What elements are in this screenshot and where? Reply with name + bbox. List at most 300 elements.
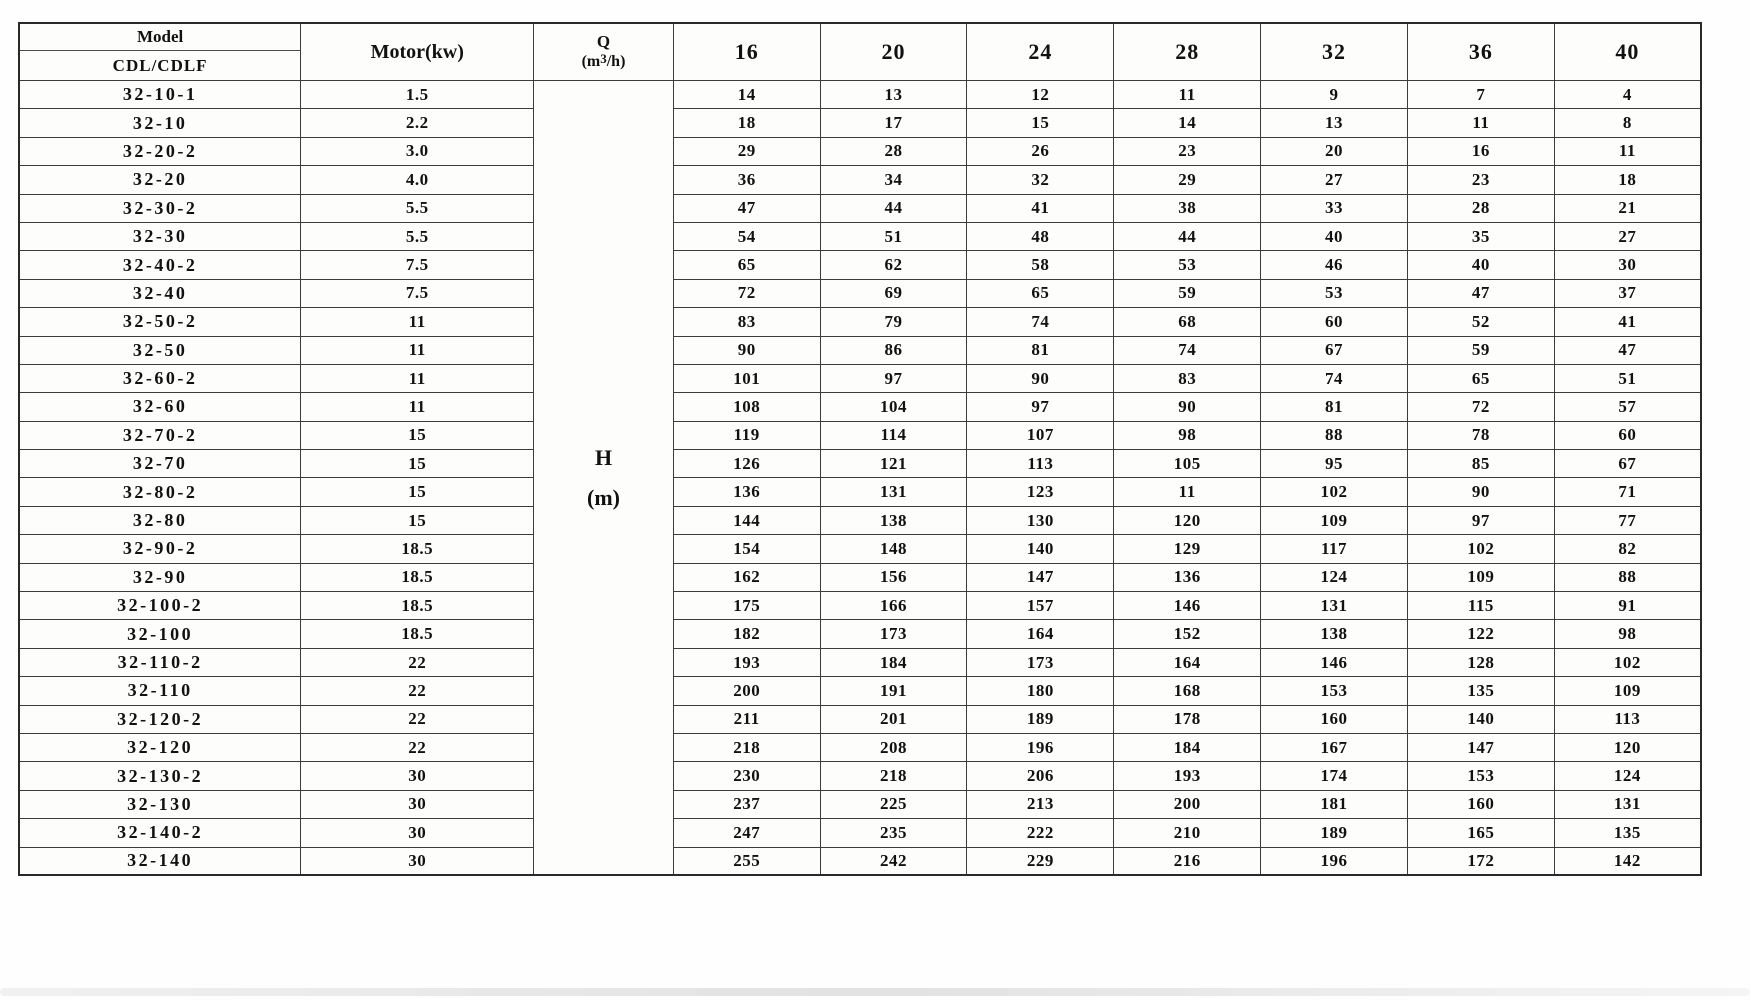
head-value-cell: 160 bbox=[1261, 705, 1408, 733]
table-row bbox=[19, 421, 1701, 449]
head-value-cell: 27 bbox=[1261, 166, 1408, 194]
head-value-cell: 74 bbox=[1261, 364, 1408, 392]
motor-cell: 4.0 bbox=[301, 166, 534, 194]
head-value-cell: 120 bbox=[1554, 733, 1701, 761]
head-value-cell: 109 bbox=[1407, 563, 1554, 591]
head-value-cell: 174 bbox=[1261, 762, 1408, 790]
head-value-cell: 46 bbox=[1261, 251, 1408, 279]
head-value-cell: 101 bbox=[673, 364, 820, 392]
head-value-cell: 65 bbox=[673, 251, 820, 279]
model-cell: 32-100-2 bbox=[19, 592, 301, 620]
head-value-cell: 78 bbox=[1407, 421, 1554, 449]
head-value-cell: 128 bbox=[1407, 648, 1554, 676]
table-row bbox=[19, 194, 1701, 222]
head-value-cell: 230 bbox=[673, 762, 820, 790]
head-value-cell: 74 bbox=[967, 308, 1114, 336]
head-value-cell: 109 bbox=[1261, 506, 1408, 534]
table-row bbox=[19, 81, 1701, 109]
head-value-cell: 102 bbox=[1554, 648, 1701, 676]
motor-column-header: Motor(kw) bbox=[301, 23, 534, 81]
head-value-cell: 51 bbox=[1554, 364, 1701, 392]
head-value-cell: 162 bbox=[673, 563, 820, 591]
head-value-cell: 59 bbox=[1114, 279, 1261, 307]
model-cell: 32-50-2 bbox=[19, 308, 301, 336]
head-value-cell: 72 bbox=[1407, 393, 1554, 421]
head-value-cell: 62 bbox=[820, 251, 967, 279]
motor-cell: 22 bbox=[301, 648, 534, 676]
head-value-cell: 47 bbox=[1554, 336, 1701, 364]
model-cell: 32-80 bbox=[19, 506, 301, 534]
model-cell: 32-120 bbox=[19, 733, 301, 761]
head-value-cell: 90 bbox=[1114, 393, 1261, 421]
table-row bbox=[19, 478, 1701, 506]
head-value-cell: 95 bbox=[1261, 450, 1408, 478]
head-value-cell: 98 bbox=[1554, 620, 1701, 648]
pump-head-table bbox=[18, 22, 1702, 876]
head-value-cell: 160 bbox=[1407, 790, 1554, 818]
model-column-header bbox=[19, 23, 301, 81]
head-value-cell: 81 bbox=[967, 336, 1114, 364]
head-value-cell: 148 bbox=[820, 535, 967, 563]
flow-axis-header bbox=[534, 23, 674, 81]
model-cell: 32-120-2 bbox=[19, 705, 301, 733]
head-value-cell: 121 bbox=[820, 450, 967, 478]
motor-cell: 15 bbox=[301, 478, 534, 506]
head-value-cell: 184 bbox=[1114, 733, 1261, 761]
table-row bbox=[19, 620, 1701, 648]
table-row bbox=[19, 563, 1701, 591]
head-value-cell: 218 bbox=[673, 733, 820, 761]
head-value-cell: 74 bbox=[1114, 336, 1261, 364]
head-value-cell: 182 bbox=[673, 620, 820, 648]
table-row bbox=[19, 705, 1701, 733]
table-row bbox=[19, 677, 1701, 705]
head-value-cell: 206 bbox=[967, 762, 1114, 790]
head-value-cell: 47 bbox=[1407, 279, 1554, 307]
table-row bbox=[19, 648, 1701, 676]
head-value-cell: 130 bbox=[967, 506, 1114, 534]
flow-axis-symbol: Q bbox=[596, 32, 611, 51]
head-value-cell: 27 bbox=[1554, 222, 1701, 250]
head-value-cell: 83 bbox=[1114, 364, 1261, 392]
motor-cell: 1.5 bbox=[301, 81, 534, 109]
model-cell: 32-40 bbox=[19, 279, 301, 307]
head-value-cell: 41 bbox=[967, 194, 1114, 222]
table-row bbox=[19, 847, 1701, 875]
head-value-cell: 235 bbox=[820, 819, 967, 847]
head-value-cell: 14 bbox=[1114, 109, 1261, 137]
head-value-cell: 60 bbox=[1554, 421, 1701, 449]
model-cell: 32-130 bbox=[19, 790, 301, 818]
table-row bbox=[19, 336, 1701, 364]
model-cell: 32-30-2 bbox=[19, 194, 301, 222]
head-value-cell: 90 bbox=[673, 336, 820, 364]
head-value-cell: 164 bbox=[967, 620, 1114, 648]
head-value-cell: 135 bbox=[1407, 677, 1554, 705]
table-row bbox=[19, 109, 1701, 137]
head-value-cell: 216 bbox=[1114, 847, 1261, 875]
motor-cell: 18.5 bbox=[301, 620, 534, 648]
head-value-cell: 30 bbox=[1554, 251, 1701, 279]
head-value-cell: 37 bbox=[1554, 279, 1701, 307]
head-value-cell: 65 bbox=[967, 279, 1114, 307]
head-value-cell: 59 bbox=[1407, 336, 1554, 364]
head-value-cell: 175 bbox=[673, 592, 820, 620]
table-row bbox=[19, 450, 1701, 478]
head-value-cell: 98 bbox=[1114, 421, 1261, 449]
model-cell: 32-60 bbox=[19, 393, 301, 421]
table-row bbox=[19, 251, 1701, 279]
head-value-cell: 140 bbox=[967, 535, 1114, 563]
head-value-cell: 18 bbox=[1554, 166, 1701, 194]
head-value-cell: 210 bbox=[1114, 819, 1261, 847]
motor-cell: 18.5 bbox=[301, 535, 534, 563]
head-value-cell: 138 bbox=[1261, 620, 1408, 648]
motor-cell: 5.5 bbox=[301, 194, 534, 222]
head-axis-symbol: H bbox=[594, 444, 613, 470]
head-value-cell: 196 bbox=[1261, 847, 1408, 875]
head-value-cell: 191 bbox=[820, 677, 967, 705]
head-value-cell: 200 bbox=[673, 677, 820, 705]
model-cell: 32-80-2 bbox=[19, 478, 301, 506]
head-value-cell: 7 bbox=[1407, 81, 1554, 109]
table-row bbox=[19, 166, 1701, 194]
model-cell: 32-30 bbox=[19, 222, 301, 250]
model-cell: 32-110-2 bbox=[19, 648, 301, 676]
table-row bbox=[19, 592, 1701, 620]
table-row bbox=[19, 506, 1701, 534]
flow-column-header: 16 bbox=[673, 23, 820, 81]
table-row bbox=[19, 308, 1701, 336]
motor-cell: 11 bbox=[301, 308, 534, 336]
head-value-cell: 123 bbox=[967, 478, 1114, 506]
head-value-cell: 178 bbox=[1114, 705, 1261, 733]
head-value-cell: 23 bbox=[1407, 166, 1554, 194]
model-cell: 32-140-2 bbox=[19, 819, 301, 847]
head-axis-unit: (m) bbox=[587, 484, 620, 510]
model-cell: 32-140 bbox=[19, 847, 301, 875]
head-value-cell: 120 bbox=[1114, 506, 1261, 534]
head-value-cell: 20 bbox=[1261, 137, 1408, 165]
head-value-cell: 208 bbox=[820, 733, 967, 761]
head-value-cell: 146 bbox=[1114, 592, 1261, 620]
head-value-cell: 67 bbox=[1554, 450, 1701, 478]
head-value-cell: 131 bbox=[1261, 592, 1408, 620]
model-cell: 32-90 bbox=[19, 563, 301, 591]
head-value-cell: 77 bbox=[1554, 506, 1701, 534]
table-row bbox=[19, 137, 1701, 165]
head-value-cell: 51 bbox=[820, 222, 967, 250]
motor-cell: 30 bbox=[301, 762, 534, 790]
flow-column-header: 20 bbox=[820, 23, 967, 81]
head-value-cell: 38 bbox=[1114, 194, 1261, 222]
flow-axis-unit: (m3/h) bbox=[581, 51, 626, 70]
head-value-cell: 153 bbox=[1261, 677, 1408, 705]
head-value-cell: 41 bbox=[1554, 308, 1701, 336]
head-value-cell: 142 bbox=[1554, 847, 1701, 875]
head-value-cell: 33 bbox=[1261, 194, 1408, 222]
head-value-cell: 166 bbox=[820, 592, 967, 620]
head-value-cell: 135 bbox=[1554, 819, 1701, 847]
head-value-cell: 4 bbox=[1554, 81, 1701, 109]
head-value-cell: 138 bbox=[820, 506, 967, 534]
head-value-cell: 91 bbox=[1554, 592, 1701, 620]
head-value-cell: 156 bbox=[820, 563, 967, 591]
head-value-cell: 83 bbox=[673, 308, 820, 336]
head-value-cell: 67 bbox=[1261, 336, 1408, 364]
motor-cell: 7.5 bbox=[301, 251, 534, 279]
head-value-cell: 15 bbox=[967, 109, 1114, 137]
model-cell: 32-50 bbox=[19, 336, 301, 364]
head-value-cell: 26 bbox=[967, 137, 1114, 165]
head-value-cell: 40 bbox=[1261, 222, 1408, 250]
model-cell: 32-20 bbox=[19, 166, 301, 194]
head-value-cell: 16 bbox=[1407, 137, 1554, 165]
motor-cell: 11 bbox=[301, 336, 534, 364]
head-value-cell: 180 bbox=[967, 677, 1114, 705]
head-value-cell: 28 bbox=[820, 137, 967, 165]
motor-cell: 7.5 bbox=[301, 279, 534, 307]
motor-cell: 30 bbox=[301, 790, 534, 818]
head-value-cell: 14 bbox=[673, 81, 820, 109]
table-row bbox=[19, 819, 1701, 847]
model-cell: 32-130-2 bbox=[19, 762, 301, 790]
head-value-cell: 18 bbox=[673, 109, 820, 137]
motor-cell: 15 bbox=[301, 450, 534, 478]
head-value-cell: 11 bbox=[1114, 478, 1261, 506]
table-row bbox=[19, 790, 1701, 818]
head-value-cell: 81 bbox=[1261, 393, 1408, 421]
model-cell: 32-110 bbox=[19, 677, 301, 705]
head-value-cell: 47 bbox=[673, 194, 820, 222]
model-cell: 32-60-2 bbox=[19, 364, 301, 392]
head-value-cell: 115 bbox=[1407, 592, 1554, 620]
motor-cell: 15 bbox=[301, 506, 534, 534]
head-value-cell: 152 bbox=[1114, 620, 1261, 648]
head-value-cell: 102 bbox=[1407, 535, 1554, 563]
head-value-cell: 181 bbox=[1261, 790, 1408, 818]
head-value-cell: 119 bbox=[673, 421, 820, 449]
head-value-cell: 164 bbox=[1114, 648, 1261, 676]
model-header-subtitle: CDL/CDLF bbox=[112, 56, 208, 75]
head-value-cell: 222 bbox=[967, 819, 1114, 847]
head-value-cell: 54 bbox=[673, 222, 820, 250]
motor-cell: 18.5 bbox=[301, 592, 534, 620]
head-value-cell: 193 bbox=[1114, 762, 1261, 790]
head-value-cell: 9 bbox=[1261, 81, 1408, 109]
motor-cell: 22 bbox=[301, 705, 534, 733]
head-value-cell: 11 bbox=[1407, 109, 1554, 137]
head-value-cell: 12 bbox=[967, 81, 1114, 109]
motor-cell: 11 bbox=[301, 364, 534, 392]
head-value-cell: 52 bbox=[1407, 308, 1554, 336]
head-value-cell: 146 bbox=[1261, 648, 1408, 676]
motor-cell: 30 bbox=[301, 847, 534, 875]
model-cell: 32-10 bbox=[19, 109, 301, 137]
head-value-cell: 40 bbox=[1407, 251, 1554, 279]
head-value-cell: 113 bbox=[967, 450, 1114, 478]
model-cell: 32-90-2 bbox=[19, 535, 301, 563]
head-value-cell: 11 bbox=[1554, 137, 1701, 165]
table-row bbox=[19, 364, 1701, 392]
head-value-cell: 184 bbox=[820, 648, 967, 676]
head-value-cell: 131 bbox=[820, 478, 967, 506]
head-value-cell: 68 bbox=[1114, 308, 1261, 336]
head-value-cell: 189 bbox=[1261, 819, 1408, 847]
head-value-cell: 229 bbox=[967, 847, 1114, 875]
head-value-cell: 247 bbox=[673, 819, 820, 847]
head-value-cell: 157 bbox=[967, 592, 1114, 620]
head-value-cell: 189 bbox=[967, 705, 1114, 733]
head-value-cell: 140 bbox=[1407, 705, 1554, 733]
head-value-cell: 129 bbox=[1114, 535, 1261, 563]
head-value-cell: 53 bbox=[1114, 251, 1261, 279]
head-value-cell: 29 bbox=[1114, 166, 1261, 194]
flow-column-header: 40 bbox=[1554, 23, 1701, 81]
motor-cell: 18.5 bbox=[301, 563, 534, 591]
head-value-cell: 154 bbox=[673, 535, 820, 563]
head-value-cell: 34 bbox=[820, 166, 967, 194]
head-value-cell: 172 bbox=[1407, 847, 1554, 875]
head-value-cell: 131 bbox=[1554, 790, 1701, 818]
header-row bbox=[19, 23, 1701, 81]
head-value-cell: 104 bbox=[820, 393, 967, 421]
head-value-cell: 85 bbox=[1407, 450, 1554, 478]
head-value-cell: 105 bbox=[1114, 450, 1261, 478]
flow-column-header: 36 bbox=[1407, 23, 1554, 81]
head-value-cell: 8 bbox=[1554, 109, 1701, 137]
head-value-cell: 136 bbox=[673, 478, 820, 506]
head-value-cell: 173 bbox=[967, 648, 1114, 676]
head-value-cell: 117 bbox=[1261, 535, 1408, 563]
head-value-cell: 32 bbox=[967, 166, 1114, 194]
head-value-cell: 82 bbox=[1554, 535, 1701, 563]
head-value-cell: 211 bbox=[673, 705, 820, 733]
flow-column-header: 32 bbox=[1261, 23, 1408, 81]
model-cell: 32-70 bbox=[19, 450, 301, 478]
head-axis-cell bbox=[534, 81, 674, 876]
head-value-cell: 237 bbox=[673, 790, 820, 818]
head-value-cell: 58 bbox=[967, 251, 1114, 279]
head-value-cell: 71 bbox=[1554, 478, 1701, 506]
head-value-cell: 79 bbox=[820, 308, 967, 336]
head-value-cell: 165 bbox=[1407, 819, 1554, 847]
head-value-cell: 102 bbox=[1261, 478, 1408, 506]
head-value-cell: 60 bbox=[1261, 308, 1408, 336]
motor-cell: 5.5 bbox=[301, 222, 534, 250]
head-value-cell: 21 bbox=[1554, 194, 1701, 222]
head-value-cell: 29 bbox=[673, 137, 820, 165]
head-value-cell: 57 bbox=[1554, 393, 1701, 421]
head-value-cell: 88 bbox=[1554, 563, 1701, 591]
head-value-cell: 109 bbox=[1554, 677, 1701, 705]
head-value-cell: 13 bbox=[820, 81, 967, 109]
head-value-cell: 200 bbox=[1114, 790, 1261, 818]
head-value-cell: 23 bbox=[1114, 137, 1261, 165]
head-value-cell: 136 bbox=[1114, 563, 1261, 591]
table-row bbox=[19, 762, 1701, 790]
head-value-cell: 218 bbox=[820, 762, 967, 790]
head-value-cell: 90 bbox=[967, 364, 1114, 392]
head-value-cell: 97 bbox=[820, 364, 967, 392]
model-header-title: Model bbox=[20, 24, 300, 51]
table-row bbox=[19, 393, 1701, 421]
head-value-cell: 11 bbox=[1114, 81, 1261, 109]
motor-cell: 22 bbox=[301, 677, 534, 705]
head-value-cell: 44 bbox=[820, 194, 967, 222]
head-value-cell: 225 bbox=[820, 790, 967, 818]
head-value-cell: 126 bbox=[673, 450, 820, 478]
head-value-cell: 201 bbox=[820, 705, 967, 733]
head-value-cell: 65 bbox=[1407, 364, 1554, 392]
head-value-cell: 153 bbox=[1407, 762, 1554, 790]
head-value-cell: 44 bbox=[1114, 222, 1261, 250]
motor-cell: 2.2 bbox=[301, 109, 534, 137]
head-value-cell: 53 bbox=[1261, 279, 1408, 307]
flow-column-header: 24 bbox=[967, 23, 1114, 81]
head-value-cell: 88 bbox=[1261, 421, 1408, 449]
head-value-cell: 242 bbox=[820, 847, 967, 875]
head-value-cell: 35 bbox=[1407, 222, 1554, 250]
table-row bbox=[19, 535, 1701, 563]
head-value-cell: 144 bbox=[673, 506, 820, 534]
motor-cell: 3.0 bbox=[301, 137, 534, 165]
head-value-cell: 168 bbox=[1114, 677, 1261, 705]
flow-column-header: 28 bbox=[1114, 23, 1261, 81]
scan-artifact bbox=[0, 988, 1750, 996]
motor-cell: 11 bbox=[301, 393, 534, 421]
head-value-cell: 108 bbox=[673, 393, 820, 421]
head-value-cell: 86 bbox=[820, 336, 967, 364]
head-value-cell: 124 bbox=[1261, 563, 1408, 591]
model-cell: 32-10-1 bbox=[19, 81, 301, 109]
model-cell: 32-100 bbox=[19, 620, 301, 648]
model-cell: 32-20-2 bbox=[19, 137, 301, 165]
table-body bbox=[19, 81, 1701, 876]
head-value-cell: 13 bbox=[1261, 109, 1408, 137]
motor-cell: 22 bbox=[301, 733, 534, 761]
head-value-cell: 36 bbox=[673, 166, 820, 194]
head-value-cell: 107 bbox=[967, 421, 1114, 449]
table-row bbox=[19, 222, 1701, 250]
table-row bbox=[19, 279, 1701, 307]
head-value-cell: 17 bbox=[820, 109, 967, 137]
head-value-cell: 122 bbox=[1407, 620, 1554, 648]
head-value-cell: 72 bbox=[673, 279, 820, 307]
table-header bbox=[19, 23, 1701, 81]
head-value-cell: 28 bbox=[1407, 194, 1554, 222]
head-value-cell: 114 bbox=[820, 421, 967, 449]
motor-cell: 30 bbox=[301, 819, 534, 847]
head-value-cell: 173 bbox=[820, 620, 967, 648]
head-value-cell: 90 bbox=[1407, 478, 1554, 506]
head-value-cell: 69 bbox=[820, 279, 967, 307]
head-value-cell: 124 bbox=[1554, 762, 1701, 790]
model-cell: 32-70-2 bbox=[19, 421, 301, 449]
table-row bbox=[19, 733, 1701, 761]
head-value-cell: 97 bbox=[1407, 506, 1554, 534]
head-value-cell: 255 bbox=[673, 847, 820, 875]
head-value-cell: 193 bbox=[673, 648, 820, 676]
motor-cell: 15 bbox=[301, 421, 534, 449]
head-value-cell: 167 bbox=[1261, 733, 1408, 761]
head-value-cell: 147 bbox=[967, 563, 1114, 591]
head-value-cell: 147 bbox=[1407, 733, 1554, 761]
head-value-cell: 97 bbox=[967, 393, 1114, 421]
head-value-cell: 213 bbox=[967, 790, 1114, 818]
head-value-cell: 48 bbox=[967, 222, 1114, 250]
head-value-cell: 113 bbox=[1554, 705, 1701, 733]
